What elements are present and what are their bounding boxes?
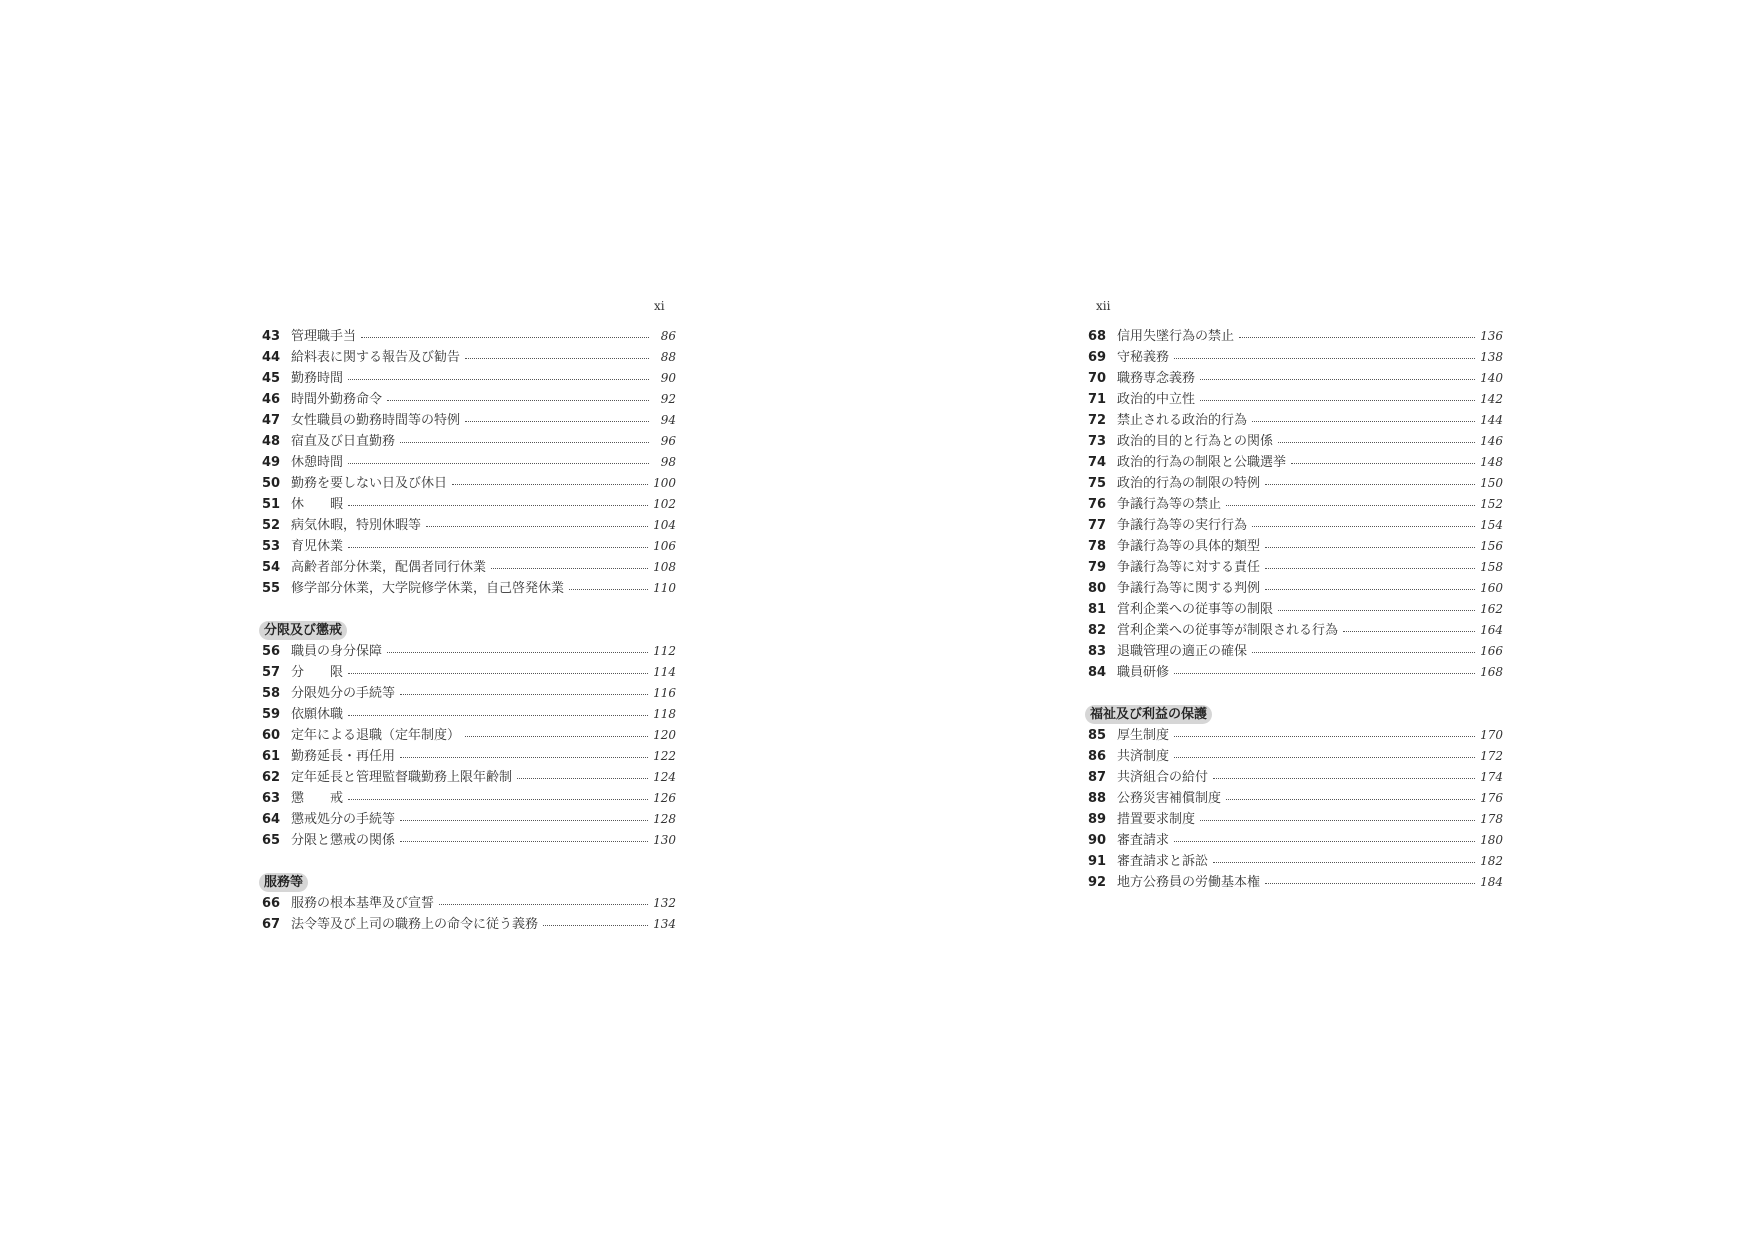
toc-entry-page: 124 bbox=[653, 770, 676, 784]
toc-entry-number: 76 bbox=[1088, 497, 1107, 512]
left-toc-column bbox=[262, 326, 676, 935]
toc-entry-page: 140 bbox=[1480, 371, 1503, 385]
toc-entry[interactable] bbox=[1088, 641, 1503, 662]
toc-leader-dots bbox=[400, 820, 648, 821]
toc-leader-dots bbox=[1174, 757, 1475, 758]
toc-entry-number: 79 bbox=[1088, 560, 1107, 575]
toc-entry-page: 148 bbox=[1480, 455, 1503, 469]
toc-leader-dots bbox=[348, 715, 648, 716]
toc-entry-number: 71 bbox=[1088, 392, 1107, 407]
toc-entry-title: 争議行為等の具体的類型 bbox=[1117, 539, 1261, 554]
toc-entry-number: 55 bbox=[262, 581, 281, 596]
toc-entry-title: 争議行為等の禁止 bbox=[1117, 497, 1222, 512]
toc-entry-title: 営利企業への従事等が制限される行為 bbox=[1117, 623, 1339, 638]
toc-entry-page: 156 bbox=[1480, 539, 1503, 553]
toc-entry[interactable] bbox=[1088, 725, 1503, 746]
toc-entry-number: 66 bbox=[262, 896, 281, 911]
toc-entry-number: 51 bbox=[262, 497, 281, 512]
toc-entry[interactable] bbox=[1088, 662, 1503, 683]
toc-leader-dots bbox=[1252, 421, 1475, 422]
toc-entry-number: 84 bbox=[1088, 665, 1107, 680]
toc-entry-page: 144 bbox=[1480, 413, 1503, 427]
toc-entry[interactable] bbox=[1088, 452, 1503, 473]
toc-entry-number: 63 bbox=[262, 791, 281, 806]
toc-entry[interactable] bbox=[1088, 536, 1503, 557]
toc-leader-dots bbox=[1252, 652, 1475, 653]
toc-entry[interactable] bbox=[1088, 830, 1503, 851]
toc-entry[interactable] bbox=[262, 515, 676, 536]
toc-entry-number: 45 bbox=[262, 371, 281, 386]
toc-leader-dots bbox=[1265, 547, 1475, 548]
toc-leader-dots bbox=[439, 904, 648, 905]
toc-entry-title: 争議行為等の実行行為 bbox=[1117, 518, 1248, 533]
toc-leader-dots bbox=[400, 757, 648, 758]
toc-entry-page: 172 bbox=[1480, 749, 1503, 763]
toc-entry-number: 46 bbox=[262, 392, 281, 407]
toc-entry-title: 病気休暇，特別休暇等 bbox=[291, 518, 422, 533]
toc-leader-dots bbox=[1278, 610, 1475, 611]
toc-entry-number: 52 bbox=[262, 518, 281, 533]
toc-entry-page: 110 bbox=[653, 581, 676, 595]
toc-leader-dots bbox=[348, 673, 648, 674]
toc-entry-page: 168 bbox=[1480, 665, 1503, 679]
toc-entry[interactable] bbox=[262, 662, 676, 683]
toc-leader-dots bbox=[1174, 358, 1475, 359]
toc-entry-page: 98 bbox=[660, 455, 676, 469]
toc-entry-number: 82 bbox=[1088, 623, 1107, 638]
toc-entry-page: 102 bbox=[653, 497, 676, 511]
toc-entry-title: 地方公務員の労働基本権 bbox=[1117, 875, 1261, 890]
toc-entry-title: 守秘義務 bbox=[1117, 350, 1170, 365]
toc-leader-dots bbox=[1239, 337, 1475, 338]
toc-entry-title: 管理職手当 bbox=[291, 329, 357, 344]
toc-entry-title: 懲戒処分の手続等 bbox=[291, 812, 396, 827]
toc-entry[interactable] bbox=[262, 347, 676, 368]
toc-entry[interactable] bbox=[1088, 557, 1503, 578]
toc-entry[interactable] bbox=[1088, 431, 1503, 452]
toc-leader-dots bbox=[1174, 673, 1475, 674]
toc-entry-page: 128 bbox=[653, 812, 676, 826]
toc-entry-number: 44 bbox=[262, 350, 281, 365]
toc-entry-number: 87 bbox=[1088, 770, 1107, 785]
toc-entry[interactable] bbox=[1088, 788, 1503, 809]
toc-entry[interactable] bbox=[262, 473, 676, 494]
toc-entry-title: 審査請求 bbox=[1117, 833, 1170, 848]
toc-leader-dots bbox=[400, 694, 648, 695]
toc-entry-page: 176 bbox=[1480, 791, 1503, 805]
toc-entry[interactable] bbox=[262, 452, 676, 473]
toc-entry-page: 158 bbox=[1480, 560, 1503, 574]
toc-entry[interactable] bbox=[262, 494, 676, 515]
toc-leader-dots bbox=[348, 505, 648, 506]
toc-entry-title: 勤務を要しない日及び休日 bbox=[291, 476, 448, 491]
toc-leader-dots bbox=[1265, 568, 1475, 569]
toc-entry-number: 50 bbox=[262, 476, 281, 491]
toc-entry-title: 退職管理の適正の確保 bbox=[1117, 644, 1248, 659]
toc-entry[interactable] bbox=[1088, 767, 1503, 788]
toc-entry-number: 74 bbox=[1088, 455, 1107, 470]
toc-entry[interactable] bbox=[1088, 368, 1503, 389]
toc-entry-title: 争議行為等に対する責任 bbox=[1117, 560, 1261, 575]
toc-entry-number: 59 bbox=[262, 707, 281, 722]
toc-entry-page: 88 bbox=[660, 350, 676, 364]
toc-leader-dots bbox=[1200, 379, 1475, 380]
toc-entry-title: 共済組合の給付 bbox=[1117, 770, 1209, 785]
toc-leader-dots bbox=[517, 778, 648, 779]
toc-entry-title: 給料表に関する報告及び勧告 bbox=[291, 350, 461, 365]
toc-entry[interactable] bbox=[262, 536, 676, 557]
toc-entry-page: 120 bbox=[653, 728, 676, 742]
section-heading: 分限及び懲戒 bbox=[259, 621, 347, 640]
toc-entry-title: 厚生制度 bbox=[1117, 728, 1170, 743]
toc-leader-dots bbox=[1265, 484, 1475, 485]
right-page-number: xii bbox=[1096, 299, 1111, 313]
toc-leader-dots bbox=[1213, 778, 1475, 779]
toc-entry-title: 争議行為等に関する判例 bbox=[1117, 581, 1261, 596]
toc-entry-page: 138 bbox=[1480, 350, 1503, 364]
toc-entry[interactable] bbox=[1088, 578, 1503, 599]
toc-leader-dots bbox=[348, 463, 649, 464]
toc-entry-title: 休憩時間 bbox=[291, 455, 344, 470]
toc-leader-dots bbox=[1226, 799, 1475, 800]
toc-entry-page: 184 bbox=[1480, 875, 1503, 889]
toc-entry-page: 106 bbox=[653, 539, 676, 553]
toc-entry[interactable] bbox=[262, 809, 676, 830]
toc-entry-number: 77 bbox=[1088, 518, 1107, 533]
toc-entry-page: 86 bbox=[660, 329, 676, 343]
toc-entry-number: 92 bbox=[1088, 875, 1107, 890]
toc-entry[interactable] bbox=[1088, 389, 1503, 410]
toc-leader-dots bbox=[491, 568, 648, 569]
toc-entry-title: 公務災害補償制度 bbox=[1117, 791, 1222, 806]
toc-entry-page: 122 bbox=[653, 749, 676, 763]
toc-entry-title: 依願休職 bbox=[291, 707, 344, 722]
toc-leader-dots bbox=[348, 547, 648, 548]
toc-entry-title: 職員研修 bbox=[1117, 665, 1170, 680]
toc-entry[interactable] bbox=[1088, 809, 1503, 830]
toc-entry-page: 170 bbox=[1480, 728, 1503, 742]
toc-entry-title: 服務の根本基準及び宣誓 bbox=[291, 896, 435, 911]
toc-entry-number: 67 bbox=[262, 917, 281, 932]
toc-entry-page: 116 bbox=[653, 686, 676, 700]
toc-leader-dots bbox=[465, 421, 649, 422]
toc-entry[interactable] bbox=[262, 683, 676, 704]
toc-entry[interactable] bbox=[262, 368, 676, 389]
toc-leader-dots bbox=[452, 484, 648, 485]
toc-entry-number: 47 bbox=[262, 413, 281, 428]
toc-entry-page: 132 bbox=[653, 896, 676, 910]
toc-entry-page: 180 bbox=[1480, 833, 1503, 847]
toc-entry-title: 禁止される政治的行為 bbox=[1117, 413, 1248, 428]
toc-leader-dots bbox=[1200, 820, 1475, 821]
toc-entry-title: 分 限 bbox=[291, 665, 344, 680]
toc-entry-number: 65 bbox=[262, 833, 281, 848]
toc-leader-dots bbox=[1291, 463, 1475, 464]
toc-entry-page: 150 bbox=[1480, 476, 1503, 490]
toc-entry-number: 58 bbox=[262, 686, 281, 701]
toc-entry-title: 分限処分の手続等 bbox=[291, 686, 396, 701]
toc-leader-dots bbox=[569, 589, 648, 590]
toc-entry-number: 60 bbox=[262, 728, 281, 743]
toc-entry-title: 審査請求と訴訟 bbox=[1117, 854, 1209, 869]
toc-leader-dots bbox=[1343, 631, 1475, 632]
toc-entry[interactable] bbox=[262, 557, 676, 578]
toc-entry-title: 懲 戒 bbox=[291, 791, 344, 806]
toc-leader-dots bbox=[348, 379, 649, 380]
toc-entry-number: 75 bbox=[1088, 476, 1107, 491]
section-heading-row bbox=[262, 872, 676, 893]
toc-entry-number: 91 bbox=[1088, 854, 1107, 869]
toc-entry-number: 57 bbox=[262, 665, 281, 680]
toc-entry-number: 89 bbox=[1088, 812, 1107, 827]
toc-entry-title: 職員の身分保障 bbox=[291, 644, 383, 659]
toc-entry[interactable] bbox=[262, 830, 676, 851]
toc-entry[interactable] bbox=[262, 431, 676, 452]
toc-entry-page: 112 bbox=[653, 644, 676, 658]
toc-entry[interactable] bbox=[1088, 599, 1503, 620]
right-toc-column bbox=[1088, 326, 1503, 893]
toc-entry-page: 174 bbox=[1480, 770, 1503, 784]
toc-leader-dots bbox=[1226, 505, 1475, 506]
toc-entry-title: 宿直及び日直勤務 bbox=[291, 434, 396, 449]
toc-entry[interactable] bbox=[262, 725, 676, 746]
toc-entry-title: 信用失墜行為の禁止 bbox=[1117, 329, 1235, 344]
toc-entry-title: 分限と懲戒の関係 bbox=[291, 833, 396, 848]
toc-entry-page: 100 bbox=[653, 476, 676, 490]
toc-leader-dots bbox=[348, 799, 648, 800]
toc-entry[interactable] bbox=[262, 389, 676, 410]
toc-entry-number: 86 bbox=[1088, 749, 1107, 764]
toc-entry[interactable] bbox=[1088, 347, 1503, 368]
toc-entry-title: 共済制度 bbox=[1117, 749, 1170, 764]
toc-entry-title: 措置要求制度 bbox=[1117, 812, 1196, 827]
toc-entry[interactable] bbox=[1088, 851, 1503, 872]
toc-entry[interactable] bbox=[262, 410, 676, 431]
toc-entry-page: 162 bbox=[1480, 602, 1503, 616]
toc-entry-number: 70 bbox=[1088, 371, 1107, 386]
toc-entry-title: 法令等及び上司の職務上の命令に従う義務 bbox=[291, 917, 539, 932]
toc-entry[interactable] bbox=[262, 641, 676, 662]
toc-leader-dots bbox=[1200, 400, 1475, 401]
toc-entry-title: 勤務延長・再任用 bbox=[291, 749, 396, 764]
toc-leader-dots bbox=[426, 526, 648, 527]
left-page-number: xi bbox=[654, 299, 665, 313]
toc-entry-number: 88 bbox=[1088, 791, 1107, 806]
toc-entry-page: 160 bbox=[1480, 581, 1503, 595]
toc-entry[interactable] bbox=[1088, 410, 1503, 431]
toc-entry-page: 130 bbox=[653, 833, 676, 847]
toc-entry-number: 64 bbox=[262, 812, 281, 827]
toc-entry[interactable] bbox=[1088, 872, 1503, 893]
toc-entry-number: 80 bbox=[1088, 581, 1107, 596]
toc-entry-page: 90 bbox=[660, 371, 676, 385]
toc-entry[interactable] bbox=[262, 578, 676, 599]
toc-leader-dots bbox=[387, 400, 649, 401]
toc-entry-page: 166 bbox=[1480, 644, 1503, 658]
toc-entry-number: 49 bbox=[262, 455, 281, 470]
toc-entry-page: 118 bbox=[653, 707, 676, 721]
toc-entry-title: 勤務時間 bbox=[291, 371, 344, 386]
toc-entry-title: 職務専念義務 bbox=[1117, 371, 1196, 386]
toc-entry[interactable] bbox=[262, 788, 676, 809]
toc-entry-number: 73 bbox=[1088, 434, 1107, 449]
toc-leader-dots bbox=[1265, 589, 1475, 590]
toc-leader-dots bbox=[1174, 736, 1475, 737]
toc-entry-title: 休 暇 bbox=[291, 497, 344, 512]
toc-entry[interactable] bbox=[262, 914, 676, 935]
section-heading-row bbox=[1088, 704, 1503, 725]
toc-leader-dots bbox=[1174, 841, 1475, 842]
toc-leader-dots bbox=[1252, 526, 1475, 527]
toc-leader-dots bbox=[1265, 883, 1475, 884]
toc-entry-number: 90 bbox=[1088, 833, 1107, 848]
section-heading: 服務等 bbox=[259, 873, 308, 892]
toc-leader-dots bbox=[400, 841, 648, 842]
toc-entry-title: 高齢者部分休業，配偶者同行休業 bbox=[291, 560, 487, 575]
toc-entry-number: 81 bbox=[1088, 602, 1107, 617]
toc-entry[interactable] bbox=[262, 893, 676, 914]
toc-leader-dots bbox=[1213, 862, 1475, 863]
toc-entry-page: 142 bbox=[1480, 392, 1503, 406]
toc-entry-number: 72 bbox=[1088, 413, 1107, 428]
toc-entry[interactable] bbox=[1088, 746, 1503, 767]
toc-entry-page: 154 bbox=[1480, 518, 1503, 532]
toc-entry-title: 女性職員の勤務時間等の特例 bbox=[291, 413, 461, 428]
toc-entry[interactable] bbox=[1088, 326, 1503, 347]
toc-entry-title: 政治的中立性 bbox=[1117, 392, 1196, 407]
toc-entry-title: 政治的目的と行為との関係 bbox=[1117, 434, 1274, 449]
toc-entry-title: 育児休業 bbox=[291, 539, 344, 554]
toc-entry-number: 69 bbox=[1088, 350, 1107, 365]
toc-entry-page: 178 bbox=[1480, 812, 1503, 826]
section-heading: 福祉及び利益の保護 bbox=[1085, 705, 1212, 724]
toc-leader-dots bbox=[465, 358, 649, 359]
toc-entry[interactable] bbox=[1088, 620, 1503, 641]
toc-entry-title: 営利企業への従事等の制限 bbox=[1117, 602, 1274, 617]
toc-entry[interactable] bbox=[262, 326, 676, 347]
toc-entry-page: 104 bbox=[653, 518, 676, 532]
toc-entry-page: 164 bbox=[1480, 623, 1503, 637]
toc-entry-number: 54 bbox=[262, 560, 281, 575]
toc-entry-number: 53 bbox=[262, 539, 281, 554]
toc-entry[interactable] bbox=[262, 746, 676, 767]
toc-entry-title: 定年による退職（定年制度） bbox=[291, 728, 461, 743]
toc-entry-number: 85 bbox=[1088, 728, 1107, 743]
toc-entry-title: 時間外勤務命令 bbox=[291, 392, 383, 407]
toc-leader-dots bbox=[1278, 442, 1475, 443]
toc-leader-dots bbox=[361, 337, 649, 338]
toc-entry-title: 政治的行為の制限の特例 bbox=[1117, 476, 1261, 491]
toc-entry-number: 68 bbox=[1088, 329, 1107, 344]
toc-entry[interactable] bbox=[1088, 494, 1503, 515]
toc-entry-number: 48 bbox=[262, 434, 281, 449]
toc-entry[interactable] bbox=[262, 767, 676, 788]
toc-entry-title: 政治的行為の制限と公職選挙 bbox=[1117, 455, 1287, 470]
toc-entry-page: 182 bbox=[1480, 854, 1503, 868]
toc-entry-page: 126 bbox=[653, 791, 676, 805]
toc-entry[interactable] bbox=[1088, 473, 1503, 494]
toc-entry-title: 定年延長と管理監督職勤務上限年齢制 bbox=[291, 770, 513, 785]
toc-leader-dots bbox=[387, 652, 648, 653]
toc-entry-page: 94 bbox=[660, 413, 676, 427]
toc-entry-number: 83 bbox=[1088, 644, 1107, 659]
section-heading-row bbox=[262, 620, 676, 641]
toc-entry-number: 56 bbox=[262, 644, 281, 659]
toc-leader-dots bbox=[543, 925, 648, 926]
toc-entry-page: 152 bbox=[1480, 497, 1503, 511]
toc-entry-page: 136 bbox=[1480, 329, 1503, 343]
toc-entry-number: 62 bbox=[262, 770, 281, 785]
toc-entry-number: 61 bbox=[262, 749, 281, 764]
toc-entry-title: 修学部分休業，大学院修学休業，自己啓発休業 bbox=[291, 581, 565, 596]
toc-entry[interactable] bbox=[262, 704, 676, 725]
toc-entry-number: 78 bbox=[1088, 539, 1107, 554]
toc-entry-page: 108 bbox=[653, 560, 676, 574]
toc-entry[interactable] bbox=[1088, 515, 1503, 536]
toc-entry-page: 114 bbox=[653, 665, 676, 679]
toc-entry-number: 43 bbox=[262, 329, 281, 344]
toc-leader-dots bbox=[465, 736, 648, 737]
toc-entry-page: 96 bbox=[660, 434, 676, 448]
toc-entry-page: 146 bbox=[1480, 434, 1503, 448]
toc-leader-dots bbox=[400, 442, 649, 443]
toc-entry-page: 92 bbox=[660, 392, 676, 406]
toc-entry-page: 134 bbox=[653, 917, 676, 931]
